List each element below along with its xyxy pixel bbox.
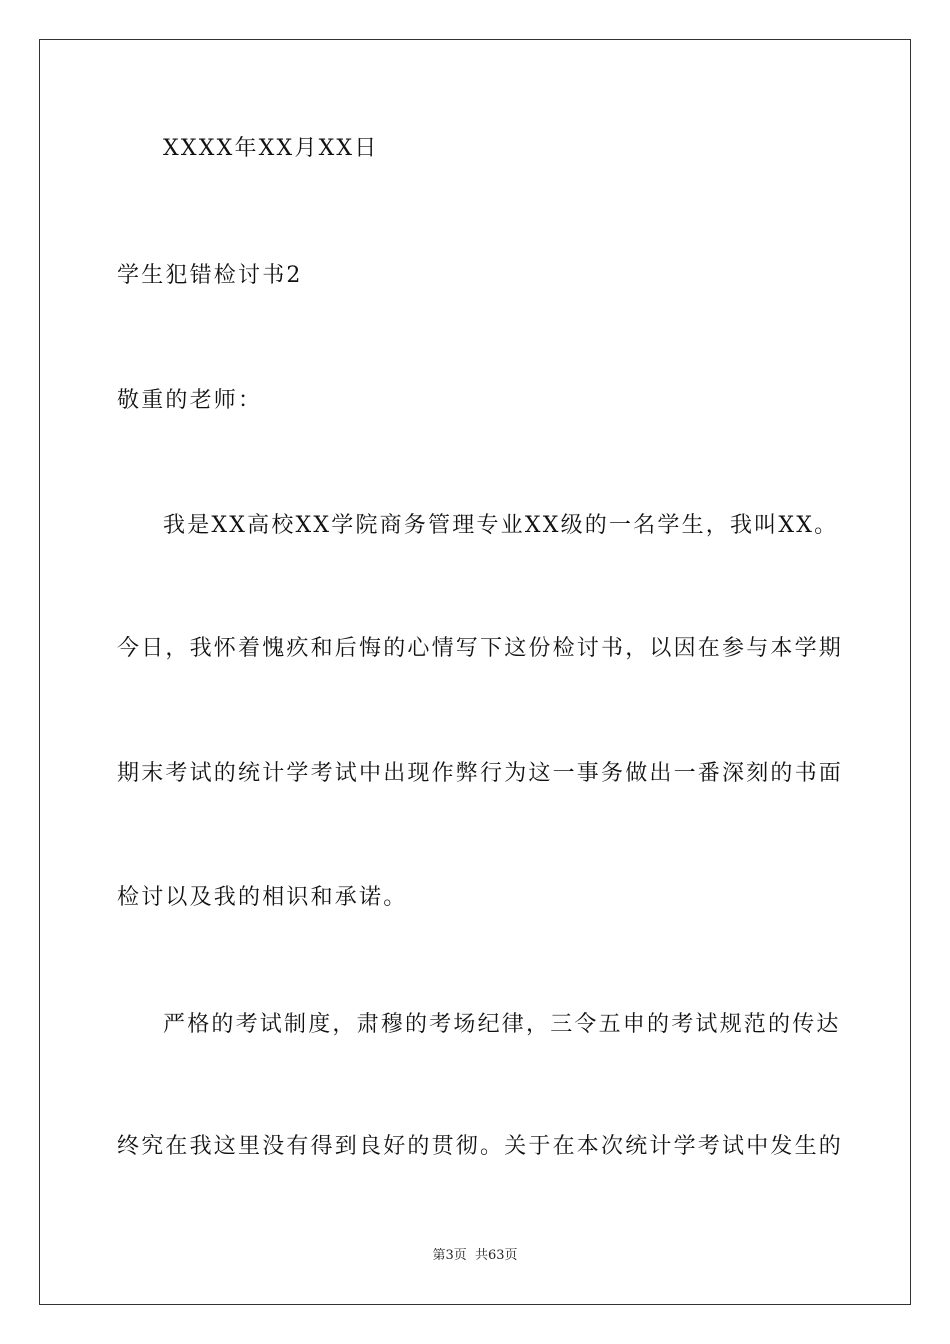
page-frame <box>39 39 911 1305</box>
page-number-footer: 第3页 共63页 <box>432 1248 518 1263</box>
date-line: XXXX年XX月XX日 <box>163 136 379 161</box>
paragraph-line: 我是XX高校XX学院商务管理专业XX级的一名学生，我叫XX。 <box>163 513 839 538</box>
paragraph-line: 今日，我怀着愧疚和后悔的心情写下这份检讨书，以因在参与本学期 <box>117 636 844 661</box>
document-title: 学生犯错检讨书2 <box>117 263 303 288</box>
paragraph-line: 期末考试的统计学考试中出现作弊行为这一事务做出一番深刻的书面 <box>117 761 844 786</box>
paragraph-line: 严格的考试制度，肃穆的考场纪律，三令五申的考试规范的传达 <box>163 1012 841 1037</box>
paragraph-line: 检讨以及我的相识和承诺。 <box>117 885 408 910</box>
paragraph-line: 终究在我这里没有得到良好的贯彻。关于在本次统计学考试中发生的 <box>117 1134 844 1159</box>
salutation: 敬重的老师： <box>117 388 263 413</box>
